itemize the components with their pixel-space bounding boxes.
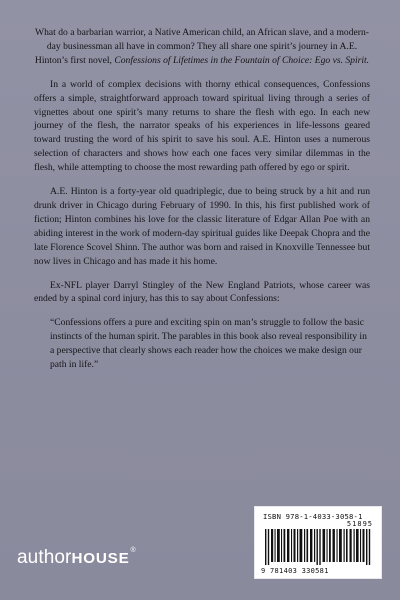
intro-paragraph (34, 26, 370, 68)
intro-text: What do a barbarian warrior, a Native American child, an African slave, and a modern-day businessman all have in common? They all share one spirit’s journey in A.E. Hinton’s first novel, (34, 27, 369, 66)
cover-text-block (34, 26, 370, 372)
ean-digits: 9 781403 330581 (261, 567, 329, 575)
endorsement-intro: Ex-NFL player Darryl Stingley of the New England Patriots, whose career was ended by a spinal cord injury, has this to say about Confessions: (34, 279, 370, 305)
price-code: 51895 (346, 520, 373, 528)
publisher-logo (17, 548, 136, 567)
publisher-logo-author: author (17, 547, 72, 568)
synopsis-paragraph: In a world of complex decisions with thorny ethical consequences, Confessions offers a simple, straightforward approach toward spiritual living through a series of vignettes about one spirit’s many returns to share the flesh with ego. In each new journey of the flesh, the narrator speaks of his experiences in life-lessons geared toward trusting the word of his spirit to save his soul. A.E. Hinton uses a numerous selection of characters and shows how each one faces very similar dilemmas in the flesh, while attempting to choose the most rewarding path offered by ego or spirit. (34, 78, 370, 174)
registered-mark: ® (130, 547, 136, 554)
author-bio-paragraph: A.E. Hinton is a forty-year old quadriplegic, due to being struck by a hit and run drunk driver in Chicago during February of 1990. In this, his first published work of fiction; Hinton combines his love for the classic literature of Edgar Allan Poe with an abiding interest in the work of modern-day spiritual guides like Deepak Chopra and the late Florence Scovel Shinn. The author was born and raised in Knoxville Tennessee but now lives in Chicago and has made it his home. (34, 186, 370, 267)
book-title: Confessions of Lifetimes in the Fountain of Choice: Ego vs. Spirit. (114, 54, 370, 66)
isbn-number: ISBN 978-1-4033-3058-1 (263, 512, 363, 521)
endorsement-quote: “Confessions offers a pure and exciting spin on man’s struggle to follow the basic instincts of the human spirit. The parables in this book also reveal responsibility in a perspective that clearly shows each reader how the choices we make design our path in life.” (50, 317, 367, 371)
publisher-logo-house: HOUSE (71, 550, 130, 567)
barcode-bars (263, 529, 375, 565)
isbn-barcode (254, 506, 382, 579)
